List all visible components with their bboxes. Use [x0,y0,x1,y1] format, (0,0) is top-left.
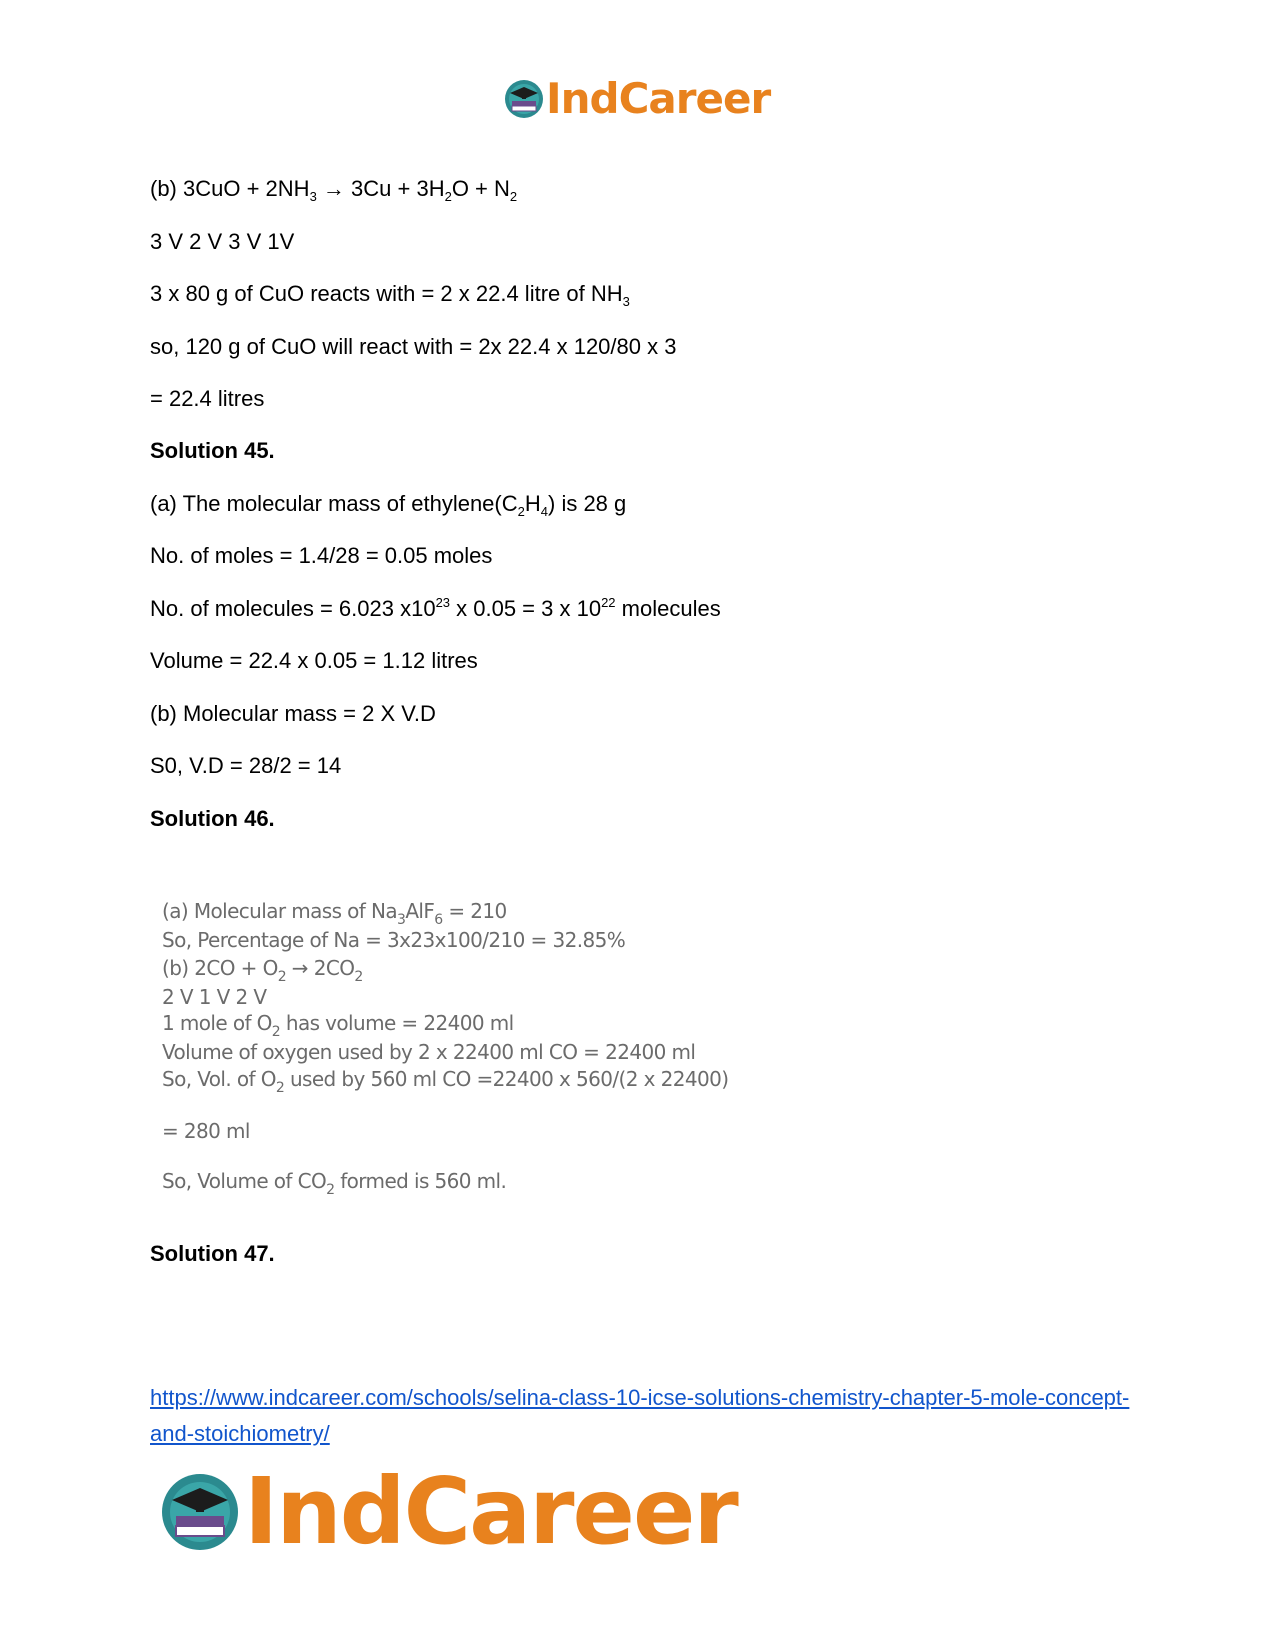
scan-line: Volume of oxygen used by 2 x 22400 ml CO = 22400 ml [162,1040,696,1064]
scan-line: So, Percentage of Na = 3x23x100/210 = 32.85% [162,928,626,952]
text-line: (b) Molecular mass = 2 X V.D [150,701,436,726]
scan-line: So, Volume of $CO_2$ formed is 560 ml. [162,1169,507,1198]
text-line: (a) The molecular mass of $ethylene(C_2H_4)$ is 28 g [150,491,627,519]
text-line: 3 x 80 g of CuO reacts with = 2 x 22.4 litre of $NH_3$ [150,281,630,309]
logo-wordmark: IndCareer [546,74,771,123]
text-line: S0, V.D = 28/2 = 14 [150,753,342,778]
text-line: No. of moles = 1.4/28 = 0.05 moles [150,543,493,568]
source-url-link[interactable]: https://www.indcareer.com/schools/selina-class-10-icse-solutions-chemistry-chapter-5-mole-concept-and-stoichiometry/ [150,1385,1130,1446]
footer-logo [160,1458,737,1565]
text-line: so, 120 g of CuO will react with = 2x 22.4 x 120/80 x 3 [150,334,677,359]
solution-heading: Solution 45. [150,438,275,463]
text-line: 3 V 2 V 3 V 1V [150,229,295,254]
text-line: No. of molecules = 6.023 $x10^{23}$ x 0.05 = 3 x $10^{22}$ molecules [150,595,721,621]
solution-heading: Solution 47. [150,1241,275,1266]
graduation-book-icon [504,79,544,119]
scan-line: So, Vol. of $O_2$ used by 560 ml CO =22400 x 560/(2 x 22400) [162,1067,729,1096]
logo-wordmark: IndCareer [244,1458,737,1565]
scan-line: (a) Molecular mass of $Na_3AlF_6 = 210$ [162,899,507,928]
solution-heading: Solution 46. [150,806,275,831]
scan-line: 2 V 1 V 2 V [162,985,267,1009]
text-line: Volume = 22.4 x 0.05 = 1.12 litres [150,648,478,673]
scan-line: 1 mole of $O_2$ has volume = 22400 ml [162,1011,514,1040]
graduation-book-icon [160,1472,240,1552]
header-logo [504,74,771,123]
equation-line: (b) $3CuO + 2NH_3 \to 3Cu + 3H_2O + N_2$ [150,176,518,204]
scan-line: = 280 ml [162,1119,250,1143]
scan-line: (b) $2CO + O_2 \to 2CO_2$ [162,956,363,985]
text-line: = 22.4 litres [150,386,265,411]
